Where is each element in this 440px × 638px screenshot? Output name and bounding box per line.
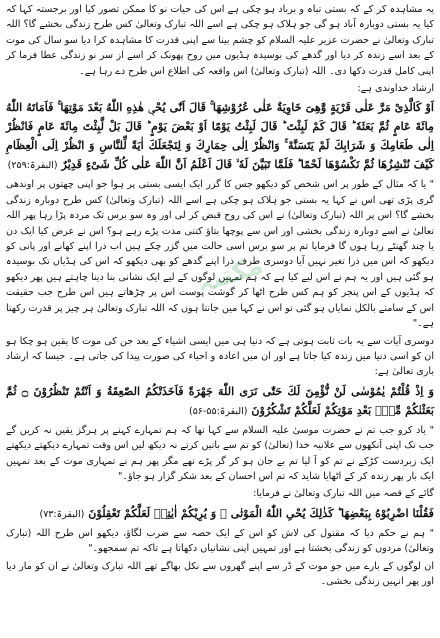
quran-verse	[6, 504, 434, 524]
verse-reference: (البقرۃ:۲۵۹)	[7, 160, 58, 172]
paragraph-text: فَقُلْنَا اضْرِبُوْهُ بِبَعْضِهَا ؕ كَذٰلِكَ یُحْیِ اللّٰهُ الْمَوْتٰی ۙ وَ یُرِیْكُمْ اٰیٰتِهٖ لَعَلَّكُمْ تَعْقِلُوْنَ	[88, 505, 434, 520]
verse-reference: (البقرۃ:۵۵-۵۶)	[188, 405, 248, 417]
urdu-paragraph	[6, 81, 434, 96]
paragraph-text: ان لوگوں کے بارے میں جو موت کے ڈر سے اپنے گھروں سے نکل بھاگے تھے اللہ تبارک وتعالیٰ نے ان کو مار دیا اور پھر انہیں زندگی بخشی۔	[6, 560, 434, 587]
paragraph-text: ارشاد خداوندی ہے:	[357, 83, 434, 95]
text-column	[6, 2, 434, 589]
urdu-paragraph	[6, 334, 434, 380]
paragraph-text: گائے کے قصہ میں اللہ تبارک وتعالیٰ نے فرمایا:	[253, 488, 434, 500]
quran-verse	[6, 98, 434, 175]
translation-paragraph	[6, 177, 434, 331]
urdu-paragraph	[6, 559, 434, 590]
urdu-paragraph	[6, 486, 434, 501]
paragraph-text: وَ اِذْ قُلْتُمْ یٰمُوْسٰی لَنْ نُّؤْمِنَ لَكَ حَتّٰی نَرَی اللّٰهَ جَهْرَةً فَاَخَذَتْكُمُ الصّٰعِقَةُ وَ اَنْتُمْ تَنْظُرُوْنَ ۝ ثُمَّ بَعَثْنٰكُمْ مِّنْۢ بَعْدِ مَوْتِكُمْ لَعَلَّكُمْ تَشْكُرُوْنَ	[6, 383, 434, 417]
paragraph-text: دوسری آیات سے یہ بات ثابت ہوتی ہے کہ دنیا ہی میں ایسی اشیاء کے بعد جن کی موت کا یقین ہو چکا ہو ان کو اسی دنیا میں زندہ کیا جاتا ہے اور ان میں اعادہ و احیاء کی صورت پیدا کی جاتی ہے۔ جیسا کہ ارشاد باری تعالیٰ ہے:	[6, 335, 434, 378]
translation-paragraph	[6, 423, 434, 485]
watermark-text: مکتبہ	[193, 250, 267, 300]
quran-verse	[6, 382, 434, 421]
verse-reference: (البقرۃ:۷۳)	[39, 508, 85, 520]
paragraph-text: اَوْ كَالَّذِیْ مَرَّ عَلٰی قَرْیَةٍ وَّهِیَ خَاوِیَةٌ عَلٰی عُرُوْشِهَا ۚ قَالَ اَنّٰی یُحْیٖ هٰذِهِ اللّٰهُ بَعْدَ مَوْتِهَا ۚ فَاَمَاتَهُ اللّٰهُ مِائَةَ عَامٍ ثُمَّ بَعَثَهٗ ؕ قَالَ كَمْ لَبِثْتَ ؕ قَالَ لَبِثْتُ یَوْمًا اَوْ بَعْضَ یَوْمٍ ؕ قَالَ بَلْ لَّبِثْتَ مِائَةَ عَامٍ فَانْظُرْ اِلٰی طَعَامِكَ وَ شَرَابِكَ لَمْ یَتَسَنَّهْ ۚ وَانْظُرْ اِلٰی حِمَارِكَ وَ لِنَجْعَلَكَ اٰیَةً لِّلنَّاسِ وَ انْظُرْ اِلَی الْعِظَامِ كَیْفَ نُنْشِزُهَا ثُمَّ نَكْسُوْهَا لَحْمًا ؕ فَلَمَّا تَبَیَّنَ لَهٗ ۙ قَالَ اَعْلَمُ اَنَّ اللّٰهَ عَلٰی كُلِّ شَیْءٍ قَدِیْرٌ	[6, 100, 434, 172]
urdu-paragraph	[6, 2, 434, 79]
paragraph-text: یہ مشاہدہ کر کے کہ بستی تباہ و برباد ہو چکی ہے اس کی حیات نو کا ممکن تصور کیا اور برجستہ کہا کہ کیا یہ بستی دوبارہ آباد ہو گی جو ہلاک ہو چکی ہے اسے اللہ تبارک وتعالیٰ کس طرح زندگی بخشے گا؟ اللہ تبارک وتعالیٰ نے حضرت عزیر علیہ السلام کو چشم بینا سے اپنی قدرت کا مشاہدہ کرا دیا سو سال کی موت کے بعد اسے زندہ کر دیا اور گدھے کی بوسیدہ ہڈیوں میں روح پھونک کر اسے از سر نو زندگی عطا فرما کر اپنی کامل قدرت دکھا دی۔ اللہ (تبارک وتعالیٰ) اس واقعہ کی اطلاع اس طرح دے رہا ہے۔	[6, 4, 434, 77]
translation-paragraph	[6, 526, 434, 557]
paragraph-text: " ہم نے حکم دیا کہ مقتول کی لاش کو اس کے ایک حصہ سے ضرب لگاؤ، دیکھو اس طرح اللہ (تبارک وتعالیٰ) مردوں کو زندگی بخشتا ہے اور تمہیں اپنی نشانیاں دکھاتا ہے تاکہ تم سمجھو۔"	[6, 527, 434, 555]
paragraph-text: " یا کہ مثال کے طور پر اس شخص کو دیکھو جس کا گزر ایک ایسی بستی پر ہوا جو اپنی چھتوں پر اوندھی گری پڑی تھی اس نے کہا یہ بستی جو ہلاک ہو چکی ہے اسے اللہ (تبارک وتعالیٰ) کس طرح دوبارہ زندگی بخشے گا؟ اس پر اللہ (تبارک وتعالیٰ) نے اس کی روح قبض کر لی اور وہ سو برس تک مردہ پڑا رہا پھر اللہ تعالیٰ نے اسے دوبارہ زندگی بخشی اور اس سے پوچھا بتاؤ کتنی مدت پڑے رہے ہو؟ اس نے عرض کیا ایک دن یا چند گھنٹے رہا ہوں گا فرمایا تم پر سو برس اسی حالت میں گزر چکے ہیں اب ذرا اپنے کھانے اور پانی کو دیکھو کہ اس میں ذرا تغیر نہیں آیا دوسری طرف ذرا اپنے گدھے کو بھی دیکھو کہ اس کی ہڈیاں تک بوسیدہ ہو گئی ہیں اور یہ ہم نے اس لیے کیا ہے کہ ہم تمہیں لوگوں کے لیے ایک نشانی بنا دینا چاہتے ہیں پھر دیکھو کہ ہڈیوں کے اس پنجر کو ہم کس طرح اٹھا کر گوشت پوست اس پر چڑھاتے ہیں اس طرح جب حقیقت اس کے سامنے بالکل نمایاں ہو گئی تو اس نے کہا میں جانتا ہوں کہ اللہ تبارک وتعالیٰ ہر چیز پر قدرت رکھتا ہے۔"	[6, 179, 434, 330]
paragraph-text: " یاد کرو جب تم نے حضرت موسیٰ علیہ السلام سے کہا تھا کہ ہم تمہارے کہنے پر ہرگز یقین نہ کریں گے جب تک اپنی آنکھوں سے علانیہ خدا (تعالیٰ) کو تم سے باتیں کرتے نہ دیکھ لیں اس وقت تمہارے دیکھتے دیکھتے ایک زبردست کڑکے نے تم کو آ لیا تم بے جان ہو کر گر پڑے تھے مگر پھر ہم نے تمہاری موت کے بعد تمہیں ایک بار پھر زندہ کر کے اٹھایا شاید کہ تم اس احسان کے بعد شکر گزار ہو جاؤ۔"	[6, 424, 434, 482]
